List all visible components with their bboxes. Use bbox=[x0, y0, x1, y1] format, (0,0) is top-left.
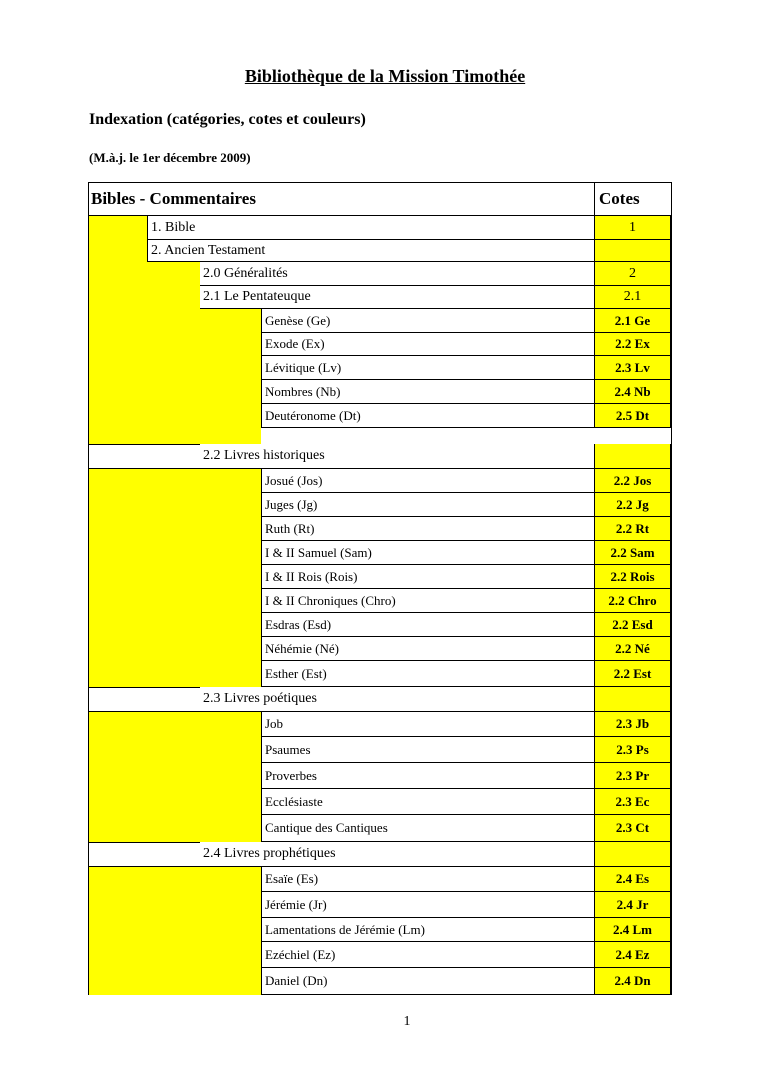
row-label: Jérémie (Jr) bbox=[261, 892, 594, 918]
row-cote bbox=[594, 687, 671, 712]
index-table bbox=[88, 182, 672, 995]
row-cote: 2.3 Pr bbox=[594, 763, 671, 789]
row-cote bbox=[594, 444, 671, 469]
row-label: 2.1 Le Pentateuque bbox=[200, 286, 594, 309]
row-cote: 2.2 Jg bbox=[594, 493, 671, 517]
row-label: Deutéronome (Dt) bbox=[261, 404, 594, 428]
row-label: Proverbes bbox=[261, 763, 594, 789]
row-cote: 2.4 Ez bbox=[594, 942, 671, 968]
indent-block-bible bbox=[89, 216, 147, 262]
header-cotes: Cotes bbox=[594, 183, 671, 216]
row-label: 2.2 Livres historiques bbox=[200, 444, 594, 469]
row-label: Juges (Jg) bbox=[261, 493, 594, 517]
row-cote: 2.4 Es bbox=[594, 867, 671, 892]
row-cote: 2.4 Dn bbox=[594, 968, 671, 995]
row-label: 2. Ancien Testament bbox=[147, 240, 594, 262]
row-cote: 2.2 Esd bbox=[594, 613, 671, 637]
row-label: Psaumes bbox=[261, 737, 594, 763]
row-label: Esther (Est) bbox=[261, 661, 594, 687]
row-cote: 2.2 Est bbox=[594, 661, 671, 687]
page-number-text: 1 bbox=[403, 1014, 411, 1029]
row-label: Ruth (Rt) bbox=[261, 517, 594, 541]
header-category: Bibles - Commentaires bbox=[89, 183, 594, 216]
row-cote: 2.1 Ge bbox=[594, 309, 671, 333]
row-label: 2.4 Livres prophétiques bbox=[200, 842, 594, 867]
row-cote: 2.1 bbox=[594, 286, 671, 309]
row-cote: 2.2 Sam bbox=[594, 541, 671, 565]
row-label: Nombres (Nb) bbox=[261, 380, 594, 404]
indent-block-pentateuque bbox=[89, 286, 261, 444]
indent-block-poetiques bbox=[89, 712, 261, 842]
row-cote: 2.5 Dt bbox=[594, 404, 671, 428]
row-cote: 2.3 Lv bbox=[594, 356, 671, 380]
row-cote: 1 bbox=[594, 216, 671, 240]
document-title bbox=[0, 66, 768, 87]
row-cote: 2.3 Ec bbox=[594, 789, 671, 815]
row-cote: 2.2 Rt bbox=[594, 517, 671, 541]
row-label: 2.3 Livres poétiques bbox=[200, 687, 594, 712]
row-cote: 2.2 Ex bbox=[594, 333, 671, 356]
indent-block-historiques bbox=[89, 469, 261, 687]
row-label: 1. Bible bbox=[147, 216, 594, 240]
row-cote: 2.4 Nb bbox=[594, 380, 671, 404]
row-label: Job bbox=[261, 712, 594, 737]
row-label: Lamentations de Jérémie (Lm) bbox=[261, 918, 594, 942]
row-cote: 2.3 Ps bbox=[594, 737, 671, 763]
row-cote: 2.2 Né bbox=[594, 637, 671, 661]
row-cote bbox=[594, 842, 671, 867]
page-number bbox=[0, 1014, 768, 1030]
row-label: Daniel (Dn) bbox=[261, 968, 594, 995]
row-label: 2.0 Généralités bbox=[200, 262, 594, 286]
row-label: Josué (Jos) bbox=[261, 469, 594, 493]
update-date: (M.à.j. le 1er décembre 2009) bbox=[89, 150, 251, 165]
row-cote: 2.4 Jr bbox=[594, 892, 671, 918]
row-label: Lévitique (Lv) bbox=[261, 356, 594, 380]
row-cote: 2.3 Ct bbox=[594, 815, 671, 842]
row-label: Ecclésiaste bbox=[261, 789, 594, 815]
row-cote: 2.2 Chro bbox=[594, 589, 671, 613]
document-subtitle: Indexation (catégories, cotes et couleurs) bbox=[89, 111, 366, 128]
row-cote: 2 bbox=[594, 262, 671, 286]
document-title-text: Bibliothèque de la Mission Timothée bbox=[244, 66, 526, 86]
row-label: Exode (Ex) bbox=[261, 333, 594, 356]
row-cote: 2.2 Rois bbox=[594, 565, 671, 589]
indent-block-prophetiques bbox=[89, 867, 261, 995]
row-label: Cantique des Cantiques bbox=[261, 815, 594, 842]
row-cote: 2.3 Jb bbox=[594, 712, 671, 737]
row-label: I & II Chroniques (Chro) bbox=[261, 589, 594, 613]
row-cote: 2.2 Jos bbox=[594, 469, 671, 493]
row-label: Néhémie (Né) bbox=[261, 637, 594, 661]
indent-block-at bbox=[89, 262, 200, 286]
row-label: Esdras (Esd) bbox=[261, 613, 594, 637]
row-cote: 2.4 Lm bbox=[594, 918, 671, 942]
row-label: Genèse (Ge) bbox=[261, 309, 594, 333]
row-cote bbox=[594, 240, 671, 262]
row-label: Ezéchiel (Ez) bbox=[261, 942, 594, 968]
row-label: Esaïe (Es) bbox=[261, 867, 594, 892]
row-label: I & II Rois (Rois) bbox=[261, 565, 594, 589]
row-label: I & II Samuel (Sam) bbox=[261, 541, 594, 565]
